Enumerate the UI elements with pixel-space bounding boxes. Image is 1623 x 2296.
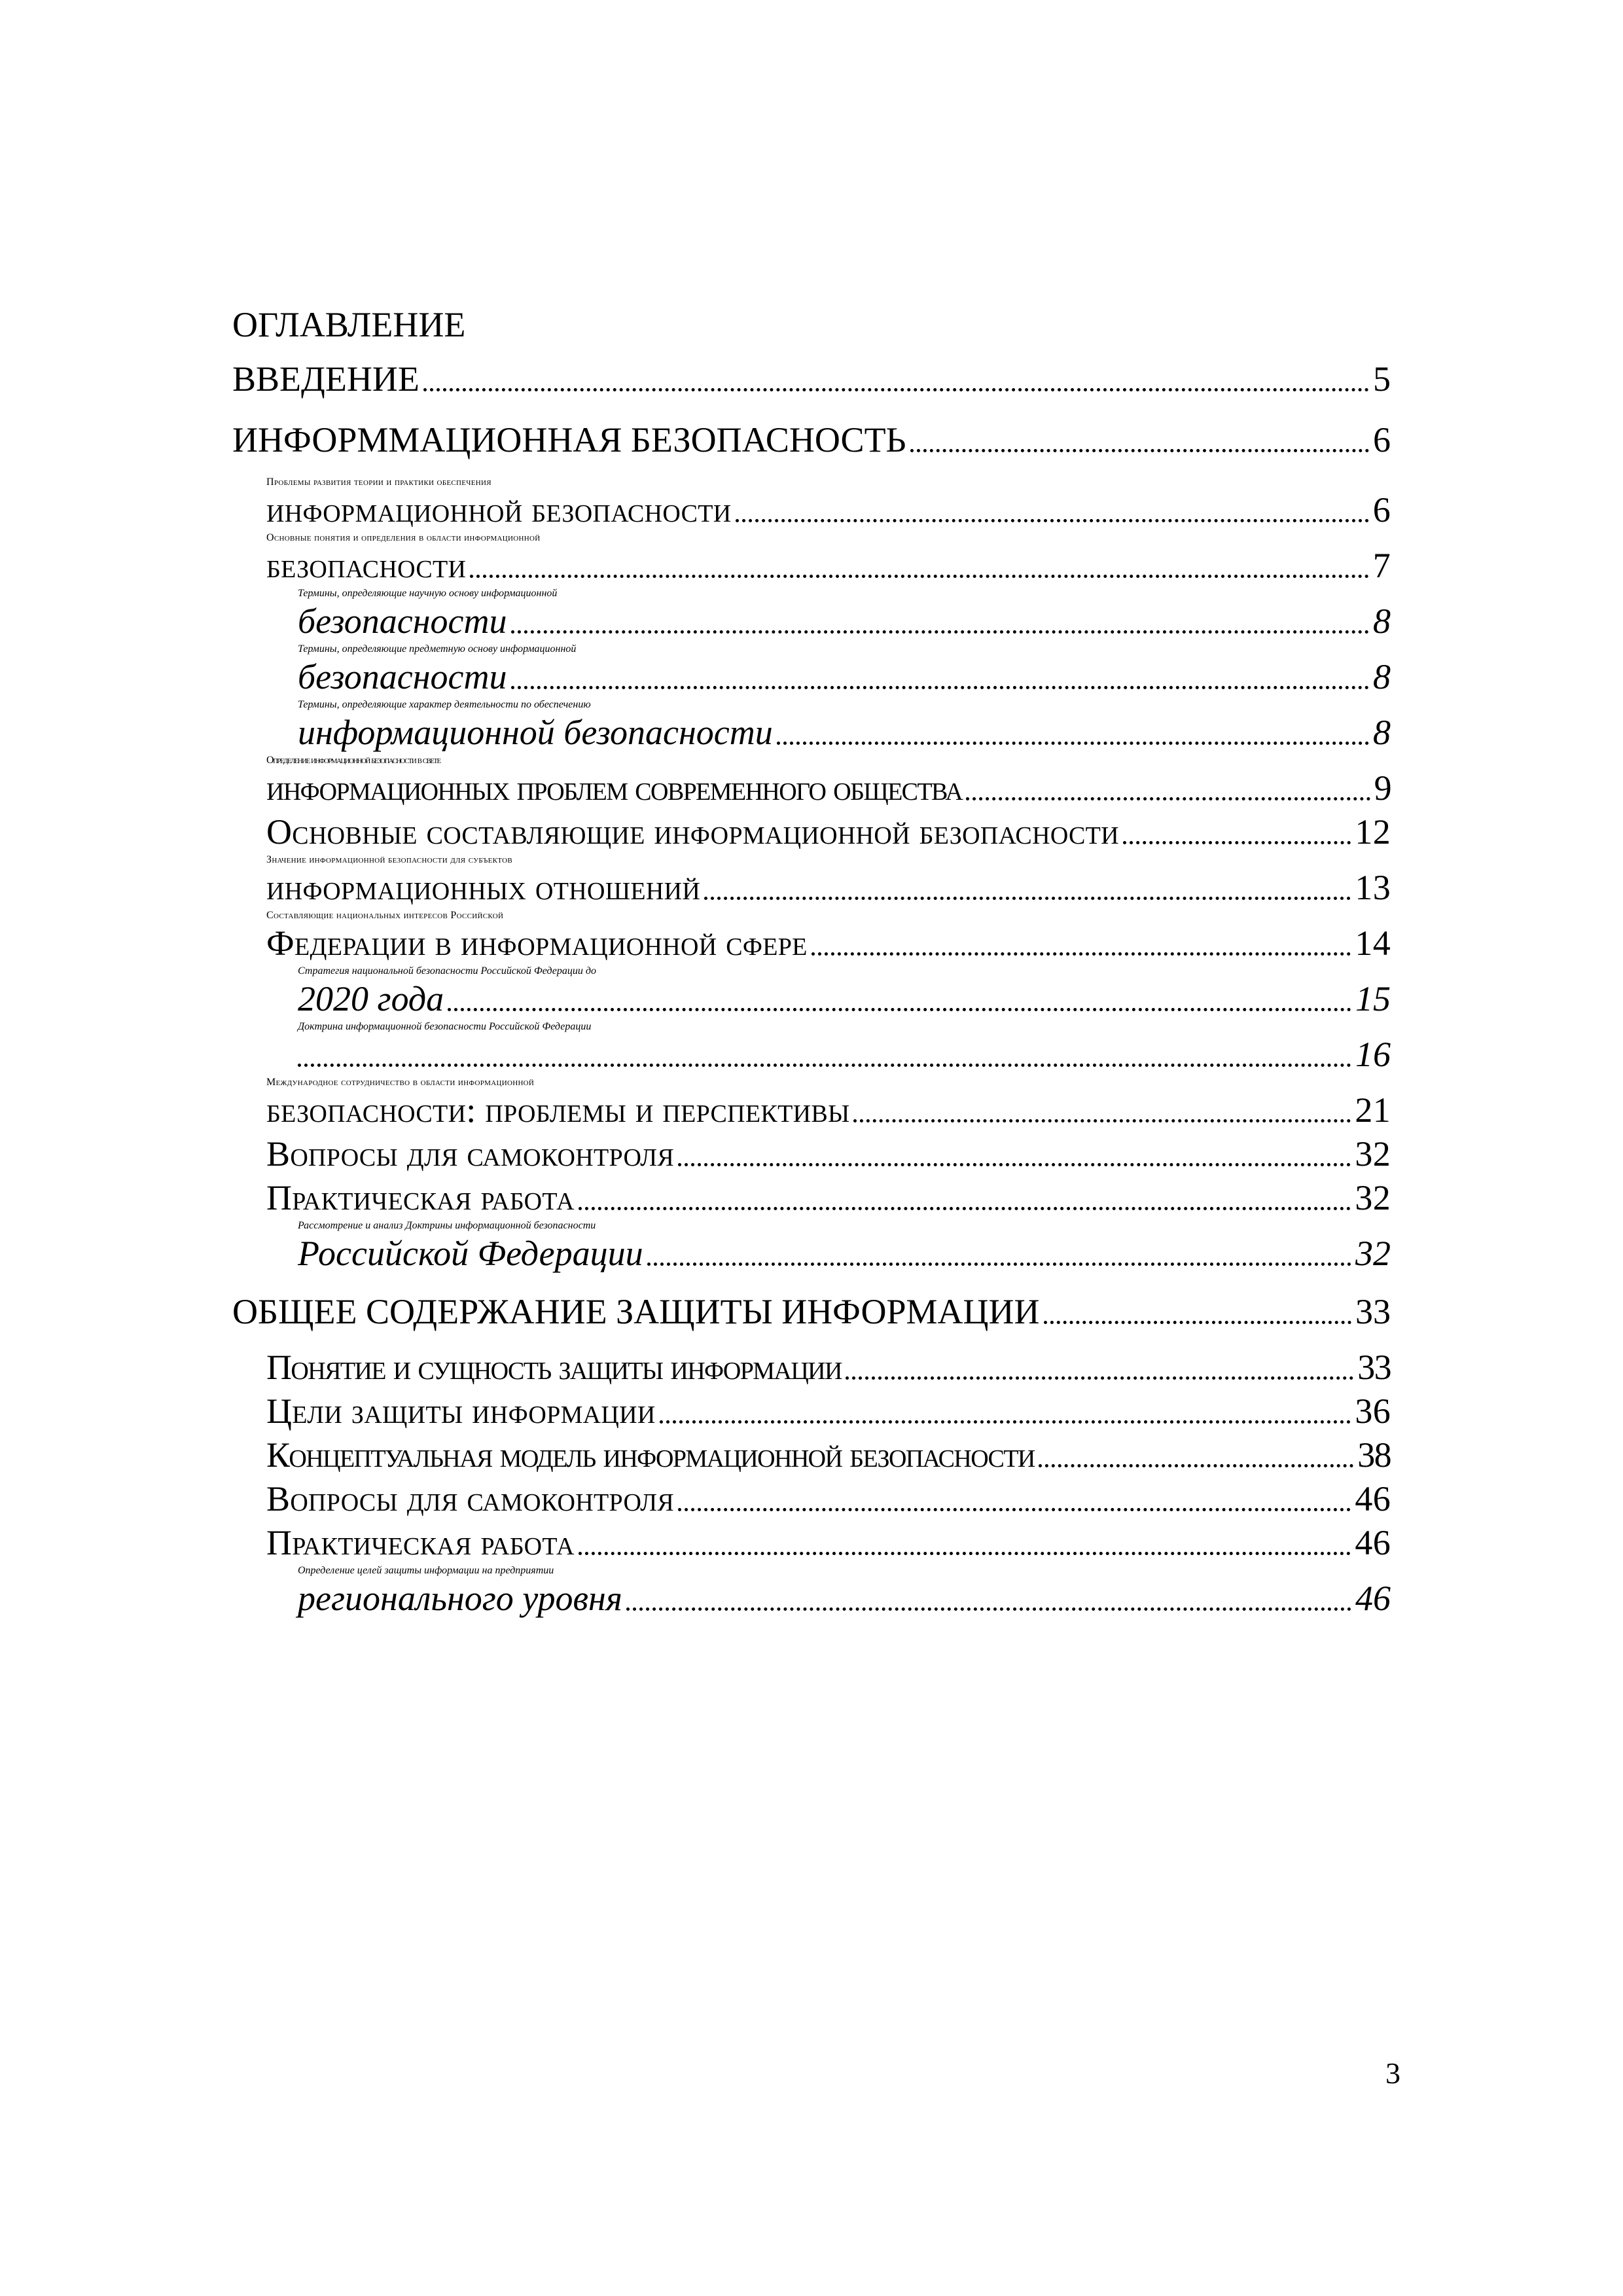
toc-entry-section[interactable] — [232, 1477, 1391, 1521]
toc-entry-text-line2: Федерации в информационной сфере — [266, 924, 808, 963]
toc-entry-section[interactable] — [232, 1521, 1391, 1565]
toc-entry-text: Практическая работа — [266, 1178, 575, 1217]
toc-entry-page: 13 — [1355, 868, 1391, 907]
toc-entry-line2 — [266, 866, 1391, 910]
dot-leader — [448, 1008, 1351, 1011]
toc-entry-page: 12 — [1355, 812, 1391, 852]
toc-entry-line2 — [266, 766, 1391, 810]
toc-entry-text: Концептуальная модель информационной безопасности — [266, 1435, 1035, 1475]
toc-entry-text-line1: Определение целей защиты информации на предприятии — [298, 1565, 554, 1576]
dot-leader — [511, 630, 1370, 634]
page-number: 3 — [1385, 2056, 1400, 2090]
toc-entry-page: 32 — [1355, 1178, 1391, 1217]
dot-leader — [736, 519, 1369, 522]
toc-entry-text-line1: Международное сотрудничество в области информационной — [266, 1077, 535, 1088]
toc-entry-page: 32 — [1355, 1234, 1391, 1273]
toc-entry-page: 32 — [1355, 1134, 1391, 1174]
toc-entry-line2 — [298, 711, 1391, 755]
toc-entry-text-line1: Определение информационной безопасности в свете — [266, 755, 440, 766]
toc-entry-page: 46 — [1355, 1523, 1391, 1562]
toc-entry-text: Понятие и сущность защиты информации — [266, 1348, 842, 1387]
toc-entry-text-line2: информационной безопасности — [298, 713, 773, 752]
toc-entry-line2 — [298, 1232, 1391, 1276]
toc-entry-text-line2: 2020 года — [298, 979, 444, 1018]
toc-entry-introduction[interactable] — [232, 357, 1391, 401]
toc-entry-text: Вопросы для самоконтроля — [266, 1479, 675, 1518]
toc-entry-page: 8 — [1373, 601, 1391, 641]
toc-entry-section[interactable] — [232, 755, 1391, 810]
toc-entry-text: ИНФОРММАЦИОННАЯ БЕЗОПАСНОСТЬ — [232, 420, 906, 459]
toc-entry-section[interactable] — [232, 1176, 1391, 1220]
dot-leader — [678, 1508, 1351, 1511]
toc-entry-line2 — [298, 655, 1391, 699]
toc-entry-section[interactable] — [232, 532, 1391, 588]
dot-leader — [626, 1607, 1351, 1611]
toc-entry-subsection[interactable] — [232, 1565, 1391, 1621]
toc-entry-text-line2: информационных проблем современного общества — [266, 768, 963, 808]
toc-entry-line2 — [266, 488, 1391, 532]
toc-entry-text-line2: регионального уровня — [298, 1579, 622, 1618]
dot-leader — [1039, 1464, 1353, 1467]
toc-entry-page: 16 — [1355, 1035, 1391, 1074]
toc-entry-subsection[interactable] — [232, 699, 1391, 755]
toc-entry-page: 15 — [1355, 979, 1391, 1018]
toc-entry-page: 9 — [1374, 768, 1391, 808]
dot-leader — [660, 1420, 1351, 1424]
toc-entry-page: 6 — [1372, 490, 1391, 529]
dot-leader — [846, 1376, 1353, 1380]
toc-entry-page: 14 — [1355, 924, 1391, 963]
toc-entry-text-line1: Основные понятия и определения в области информационной — [266, 532, 541, 543]
toc-entry-section[interactable] — [232, 910, 1391, 965]
toc-entry-text-line2: безопасности: проблемы и перспективы — [266, 1090, 850, 1130]
toc-entry-section[interactable] — [232, 1433, 1391, 1477]
toc-entry-chapter-1[interactable] — [232, 418, 1391, 462]
toc-entry-text-line1: Значение информационной безопасности для субъектов — [266, 854, 512, 865]
toc-entry-text-line2: Российской Федерации — [298, 1234, 643, 1273]
toc-entry-page: 21 — [1355, 1090, 1391, 1130]
dot-leader — [777, 742, 1369, 745]
toc-entry-page: 7 — [1372, 546, 1391, 585]
toc-title: ОГЛАВЛЕНИЕ — [232, 305, 466, 344]
toc-entry-page: 46 — [1355, 1579, 1391, 1618]
toc-entry-subsection[interactable] — [232, 1220, 1391, 1276]
table-of-contents — [232, 302, 1391, 1621]
toc-entry-text-line2: безопасности — [298, 657, 507, 696]
dot-leader — [966, 797, 1370, 800]
toc-entry-text-line1: Рассмотрение и анализ Доктрины информационной безопасности — [298, 1220, 596, 1231]
toc-entry-section[interactable] — [232, 854, 1391, 910]
toc-entry-section[interactable] — [232, 1077, 1391, 1132]
toc-entry-line2 — [298, 1033, 1391, 1077]
toc-entry-section[interactable] — [232, 810, 1391, 854]
toc-entry-text-line1: Проблемы развития теории и практики обеспечения — [266, 476, 491, 488]
toc-entry-text: ОБЩЕЕ СОДЕРЖАНИЕ ЗАЩИТЫ ИНФОРМАЦИИ — [232, 1292, 1040, 1331]
dot-leader — [647, 1263, 1351, 1266]
toc-entry-line2 — [298, 977, 1391, 1021]
dot-leader — [1044, 1321, 1351, 1324]
toc-entry-chapter-2[interactable] — [232, 1290, 1391, 1334]
dot-leader — [812, 952, 1351, 956]
toc-entry-text-line2: безопасности — [266, 546, 467, 585]
toc-entry-text-line2: безопасности — [298, 601, 507, 641]
dot-leader — [579, 1207, 1351, 1210]
dot-leader — [704, 897, 1351, 900]
dot-leader — [470, 575, 1368, 578]
toc-entry-page: 33 — [1355, 1292, 1391, 1331]
toc-entry-text: ВВЕДЕНИЕ — [232, 359, 419, 399]
toc-entry-page: 33 — [1357, 1348, 1391, 1387]
dot-leader — [853, 1119, 1351, 1122]
toc-entry-text: Вопросы для самоконтроля — [266, 1134, 675, 1174]
toc-entry-text-line1: Термины, определяющие предметную основу информационной — [298, 643, 577, 655]
toc-entry-section[interactable] — [232, 1346, 1391, 1390]
toc-entry-subsection[interactable] — [232, 588, 1391, 643]
toc-entry-section[interactable] — [232, 1132, 1391, 1176]
toc-entry-page: 38 — [1357, 1435, 1391, 1475]
toc-entry-text-line2: информационных отношений — [266, 868, 701, 907]
toc-entry-text-line1: Доктрина информационной безопасности Российской Федерации — [298, 1021, 592, 1032]
dot-leader — [511, 686, 1370, 689]
toc-entry-text: Практическая работа — [266, 1523, 575, 1562]
toc-entry-text-line1: Стратегия национальной безопасности Российской Федерации до — [298, 965, 596, 977]
toc-entry-page: 6 — [1373, 420, 1391, 459]
toc-entry-page: 36 — [1355, 1391, 1391, 1431]
toc-entry-line2 — [298, 1577, 1391, 1621]
toc-entry-line2 — [266, 922, 1391, 965]
dot-leader — [423, 388, 1369, 391]
toc-entry-text: Основные составляющие информационной безопасности — [266, 812, 1119, 852]
toc-entry-page: 5 — [1373, 359, 1391, 399]
toc-entry-subsection[interactable] — [232, 643, 1391, 699]
toc-entry-text-line1: Термины, определяющие научную основу информационной — [298, 588, 558, 599]
dot-leader — [910, 449, 1369, 452]
toc-entry-line2 — [266, 1088, 1391, 1132]
dot-leader — [678, 1163, 1351, 1166]
toc-entry-text-line1: Термины, определяющие характер деятельности по обеспечению — [298, 699, 591, 710]
toc-entry-line2 — [298, 600, 1391, 643]
dot-leader — [1123, 841, 1351, 844]
toc-entry-page: 8 — [1373, 657, 1391, 696]
toc-entry-text-line2: информационной безопасности — [266, 490, 732, 529]
toc-entry-page: 8 — [1373, 713, 1391, 752]
dot-leader — [298, 1064, 1351, 1067]
toc-entry-section[interactable] — [232, 1390, 1391, 1433]
toc-entry-text: Цели защиты информации — [266, 1391, 656, 1431]
toc-entry-subsection[interactable] — [232, 965, 1391, 1021]
toc-entry-line2 — [266, 544, 1391, 588]
toc-entry-subsection[interactable] — [232, 1021, 1391, 1077]
toc-entry-page: 46 — [1355, 1479, 1391, 1518]
dot-leader — [579, 1552, 1351, 1555]
toc-entry-section[interactable] — [232, 476, 1391, 532]
toc-entry-text-line1: Составляющие национальных интересов Российской — [266, 910, 504, 921]
